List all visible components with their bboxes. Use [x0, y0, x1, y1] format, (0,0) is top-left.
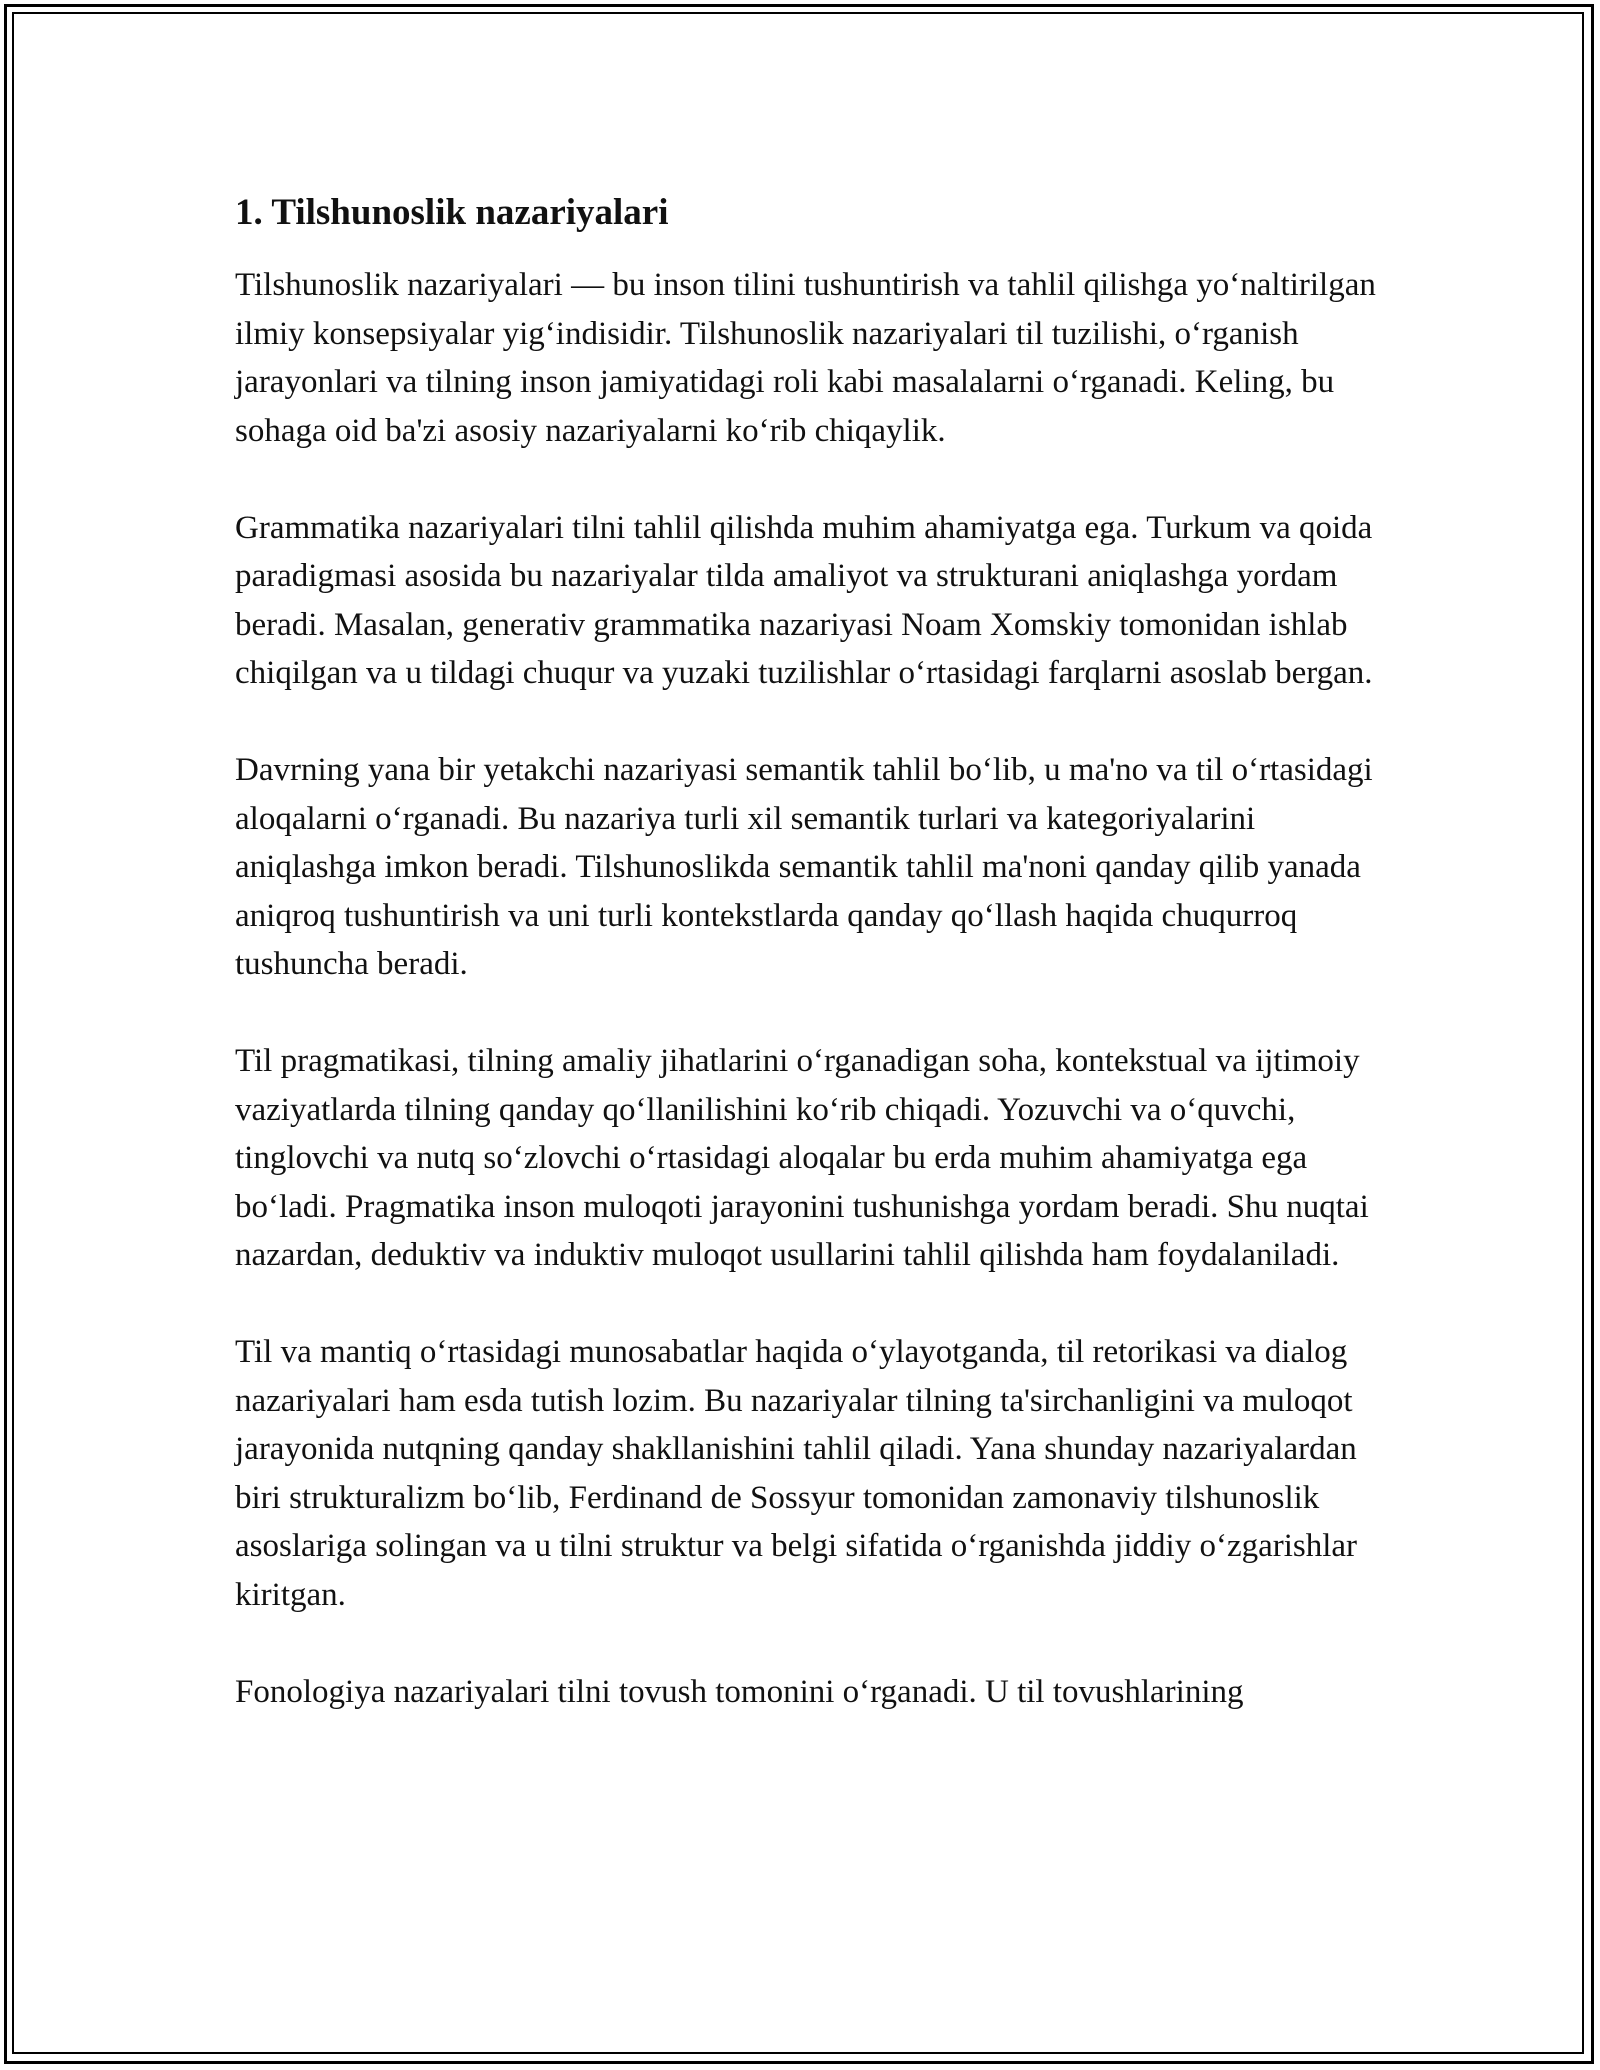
paragraph-pragmatics: Til pragmatikasi, tilning amaliy jihatlarini o‘rganadigan soha, kontekstual va ijtimoiy vaziyatlarda tilning qanday qo‘llanilishini ko‘rib chiqadi. Yozuvchi va o‘quvchi, tinglovchi va nutq so‘zlovchi o‘rtasidagi aloqalar bu erda muhim ahamiyatga ega bo‘ladi. Pragmatika inson muloqoti jarayonini tushunishga yordam beradi. Shu nuqtai nazardan, deduktiv va induktiv muloqot usullarini tahlil qilishda ham foydalaniladi.: [235, 1043, 1369, 1273]
paragraph-grammar: Grammatika nazariyalari tilni tahlil qilishda muhim ahamiyatga ega. Turkum va qoida paradigmasi asosida bu nazariyalar tilda amaliyot va strukturani aniqlashga yordam beradi. Masalan, generativ grammatika nazariyasi Noam Xomskiy tomonidan ishlab chiqilgan va u tildagi chuqur va yuzaki tuzilishlar o‘rtasidagi farqlarni asoslab bergan.: [235, 509, 1373, 691]
paragraph-rhetoric-structuralism: Til va mantiq o‘rtasidagi munosabatlar haqida o‘ylayotganda, til retorikasi va dialog nazariyalari ham esda tutish lozim. Bu nazariyalar tilning ta'sirchanligini va muloqot jarayonida nutqning qanday shakllanishini tahlil qiladi. Yana shunday nazariyalardan biri strukturalizm bo‘lib, Ferdinand de Sossyur tomonidan zamonaviy tilshunoslik asoslariga solingan va u tilni struktur va belgi sifatida o‘rganishda jiddiy o‘zgarishlar kiritgan.: [235, 1334, 1358, 1613]
paragraph-phonology: Fonologiya nazariyalari tilni tovush tomonini o‘rganadi. U til tovushlarining: [235, 1673, 1244, 1710]
paragraph-semantics: Davrning yana bir yetakchi nazariyasi semantik tahlil bo‘lib, u ma'no va til o‘rtasidagi aloqalarni o‘rganadi. Bu nazariya turli xil semantik turlari va kategoriyalarini aniqlashga imkon beradi. Tilshunoslikda semantik tahlil ma'noni qanday qilib yanada aniqroq tushuntirish va uni turli kontekstlarda qanday qo‘llash haqida chuqurroq tushuncha beradi.: [235, 752, 1373, 982]
paragraph-intro: Tilshunoslik nazariyalari — bu inson tilini tushuntirish va tahlil qilishga yo‘naltirilgan ilmiy konsepsiyalar yig‘indisidir. Tilshunoslik nazariyalari til tuzilishi, o‘rganish jarayonlari va tilning inson jamiyatidagi roli kabi masalalarni o‘rganadi. Keling, bu sohaga oid ba'zi asosiy nazariyalarni ko‘rib chiqaylik.: [235, 267, 1376, 449]
document-body: [235, 185, 1395, 1765]
section-heading: 1. Tilshunoslik nazariyalari: [235, 192, 669, 233]
